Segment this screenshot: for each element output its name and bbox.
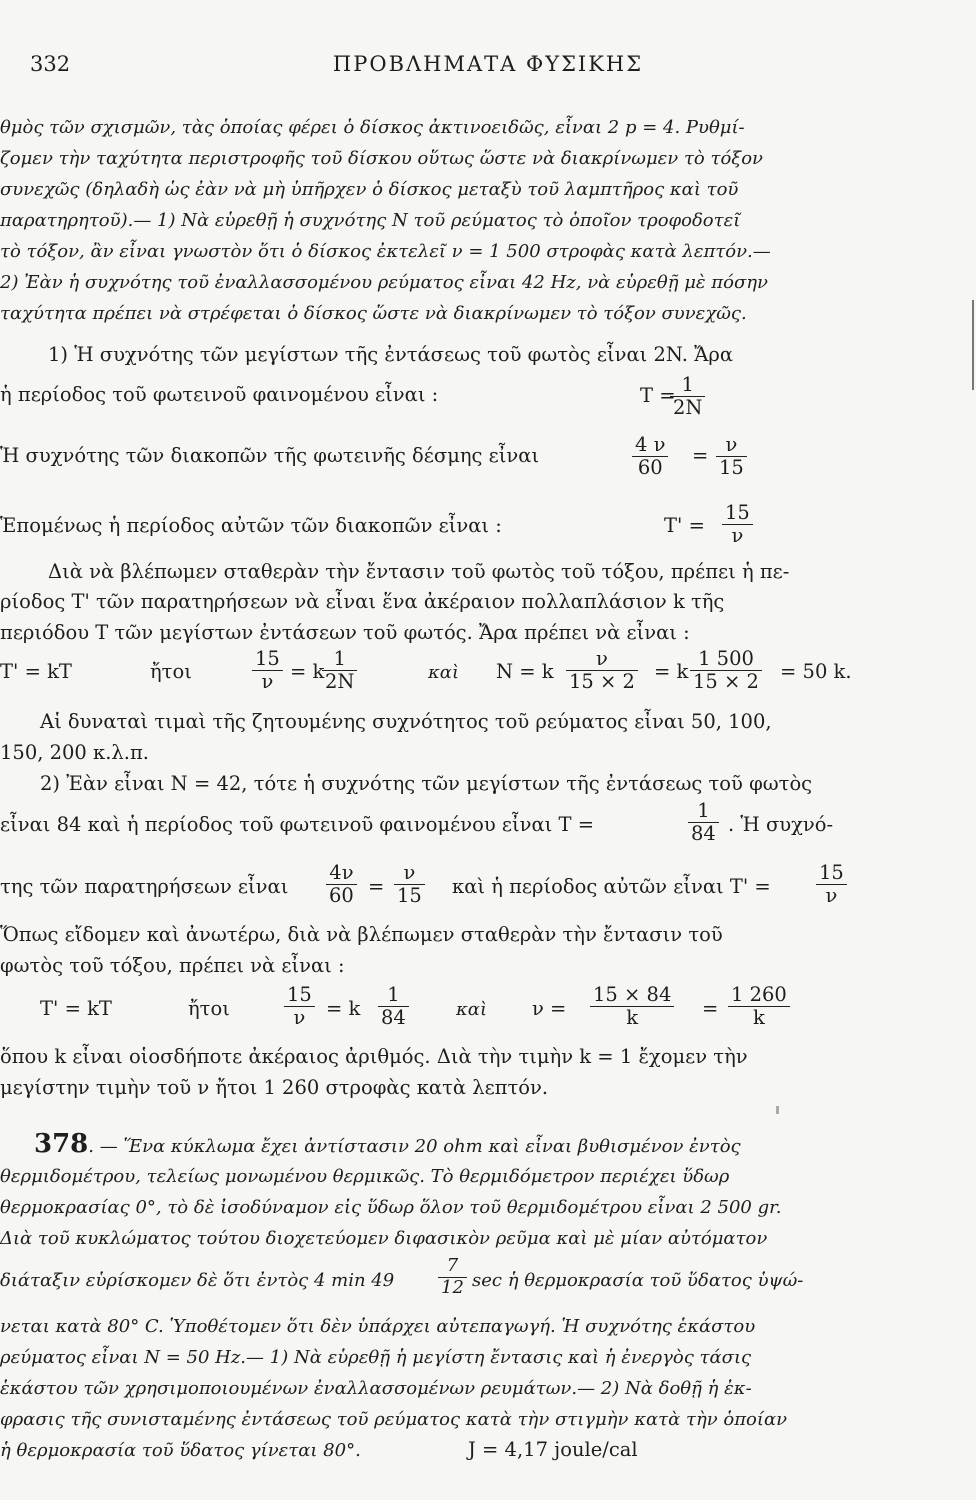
denominator: 84: [381, 1006, 406, 1030]
numerator: ν: [716, 434, 747, 457]
numerator: 1 260: [728, 984, 790, 1007]
numerator: ν: [566, 648, 638, 671]
page-number: 332: [30, 52, 71, 76]
eq-part: N = k: [496, 660, 554, 683]
problem-line: ταχύτητα πρέπει νὰ στρέφεται ὁ δίσκος ὥστε νὰ διακρίνωμεν τὸ τόξον συνεχῶς.: [0, 303, 747, 324]
fraction: [722, 502, 753, 548]
fraction: [728, 984, 790, 1030]
problem-line: θμὸς τῶν σχισμῶν, τὰς ὁποίας φέρει ὁ δίσκος ἀκτινοειδῶς, εἶναι 2 p = 4. Ρυθμί-: [0, 117, 745, 138]
problem-378-line: διάταξιν εὑρίσκομεν δὲ ὅτι ἐντὸς 4 min 49: [0, 1270, 395, 1291]
problem-line: τὸ τόξον, ἂν εἶναι γνωστὸν ὅτι ὁ δίσκος ἐκτελεῖ ν = 1 500 στροφὰς κατὰ λεπτόν.—: [0, 241, 771, 262]
fraction: [322, 648, 357, 694]
solution-line: Ἡ συχνότης τῶν διακοπῶν τῆς φωτεινῆς δέσμης εἶναι: [0, 444, 540, 467]
fraction: [438, 1256, 467, 1298]
solution-line-end: . Ἡ συχνό-: [728, 813, 834, 836]
fraction: [284, 984, 315, 1030]
numerator: 1: [688, 800, 719, 823]
denominator: ν: [825, 884, 838, 908]
denominator: 84: [691, 822, 716, 846]
numerator: 15: [284, 984, 315, 1007]
numerator: 7: [438, 1256, 467, 1278]
denominator: k: [626, 1006, 639, 1030]
fraction: [688, 800, 719, 846]
problem-378-line: θερμιδομέτρου, τελείως μονωμένου θερμικῶς. Τὸ θερμιδόμετρον περιέχει ὕδωρ: [0, 1166, 730, 1187]
eq-part: = k: [326, 997, 361, 1020]
denominator: k: [753, 1006, 765, 1030]
numerator: 4 ν: [632, 434, 668, 457]
solution-line: Αἱ δυναταὶ τιμαὶ τῆς ζητουμένης συχνότητος τοῦ ρεύματος εἶναι 50, 100,: [40, 710, 772, 733]
eq-part: = k: [654, 660, 689, 683]
fraction: [326, 862, 357, 908]
numerator: 15: [722, 502, 753, 525]
solution-line: Διὰ νὰ βλέπωμεν σταθερὰν τὴν ἔντασιν τοῦ φωτὸς τοῦ τόξου, πρέπει ἡ πε-: [48, 560, 790, 583]
numerator: 4ν: [326, 862, 357, 885]
problem-line: ζομεν τὴν ταχύτητα περιστροφῆς τοῦ δίσκου οὕτως ὥστε νὰ διακρίνωμεν τὸ τόξον: [0, 148, 763, 169]
fraction: [816, 862, 847, 908]
fraction: [716, 434, 747, 480]
solution-line: Ἑπομένως ἡ περίοδος αὐτῶν τῶν διακοπῶν εἶναι :: [0, 514, 502, 537]
eq-word: ἤτοι: [188, 997, 230, 1020]
eq-word: καὶ: [428, 662, 460, 683]
page-header: [0, 52, 976, 88]
solution-line: περιόδου T τῶν μεγίστων ἐντάσεων τοῦ φωτός. Ἄρα πρέπει νὰ εἶναι :: [0, 621, 690, 644]
fraction: [590, 984, 674, 1030]
fraction: [252, 648, 283, 694]
solution-line: μεγίστην τιμὴν τοῦ ν ἤτοι 1 260 στροφὰς κατὰ λεπτόν.: [0, 1076, 549, 1099]
problem-378-line: [34, 1128, 741, 1161]
joule-constant: J = 4,17 joule/cal: [468, 1438, 638, 1461]
denominator: ν: [731, 524, 744, 548]
equals: =: [368, 875, 385, 898]
fraction: [690, 648, 762, 694]
eq-part: = 50 k.: [780, 660, 852, 683]
solution-line-mid: καὶ ἡ περίοδος αὐτῶν εἶναι T' =: [452, 875, 771, 898]
solution-line: Ὅπως εἴδομεν καὶ ἀνωτέρω, διὰ νὰ βλέπωμεν σταθερὰν τὴν ἔντασιν τοῦ: [0, 923, 723, 946]
numerator: 15: [816, 862, 847, 885]
problem-378-line: ἑκάστου τῶν χρησιμοποιουμένων ἐναλλασσομένων ρευμάτων.— 2) Νὰ δοθῇ ἡ ἐκ-: [0, 1378, 752, 1399]
solution-line: εἶναι 84 καὶ ἡ περίοδος τοῦ φωτεινοῦ φαινομένου εἶναι T =: [0, 813, 595, 836]
problem-378-text: . — Ἕνα κύκλωμα ἔχει ἀντίστασιν 20 ohm καὶ εἶναι βυθισμένον ἐντὸς: [88, 1136, 741, 1157]
numerator: ν: [394, 862, 425, 885]
eq-part: = k: [290, 660, 325, 683]
solution-line: της τῶν παρατηρήσεων εἶναι: [0, 875, 289, 898]
page-edge-shadow: [972, 300, 974, 390]
problem-378-line: ρεύματος εἶναι N = 50 Hz.— 1) Νὰ εὑρεθῇ ἡ μεγίστη ἔντασις καὶ ἡ ἐνεργὸς τάσις: [0, 1347, 752, 1368]
numerator: 15 × 84: [590, 984, 674, 1007]
fraction: [378, 984, 409, 1030]
solution-line: ὅπου k εἶναι οἱοσδήποτε ἀκέραιος ἀριθμός. Διὰ τὴν τιμὴν k = 1 ἔχομεν τὴν: [0, 1045, 748, 1068]
fraction: [632, 434, 668, 480]
eq-lhs: T =: [640, 384, 676, 407]
print-mark: [776, 1106, 779, 1114]
numerator: 1: [322, 648, 357, 671]
problem-line: 2) Ἐὰν ἡ συχνότης τοῦ ἐναλλασσομένου ρεύματος εἶναι 42 Hz, νὰ εὑρεθῇ μὲ πόσην: [0, 272, 768, 293]
eq-part: T' = kT: [40, 997, 112, 1020]
denominator: 15 × 2: [569, 670, 635, 694]
numerator: 1 500: [690, 648, 762, 671]
solution-line: φωτὸς τοῦ τόξου, πρέπει νὰ εἶναι :: [0, 954, 345, 977]
denominator: 15: [397, 884, 422, 908]
problem-378-line: φρασις τῆς συνισταμένης ἐντάσεως τοῦ ρεύματος κατὰ τὴν στιγμὴν κατὰ τὴν ὁποίαν: [0, 1409, 788, 1430]
problem-378-line: νεται κατὰ 80° C. Ὑποθέτομεν ὅτι δὲν ὑπάρχει αὐτεπαγωγή. Ἡ συχνότης ἑκάστου: [0, 1316, 756, 1337]
denominator: 2N: [325, 670, 355, 694]
solution-line: ἡ περίοδος τοῦ φωτεινοῦ φαινομένου εἶναι :: [0, 383, 439, 406]
eq-part: ν =: [532, 997, 567, 1020]
running-title: ΠΡΟΒΛΗΜΑΤΑ ΦΥΣΙΚΗΣ: [332, 52, 644, 76]
solution-line: 1) Ἡ συχνότης τῶν μεγίστων τῆς ἐντάσεως τοῦ φωτὸς εἶναι 2N. Ἄρα: [48, 343, 734, 366]
denominator: 15 × 2: [693, 670, 759, 694]
fraction: [394, 862, 425, 908]
eq-lhs: T' =: [664, 514, 705, 537]
eq-part: T' = kT: [0, 660, 72, 683]
numerator: 1: [378, 984, 409, 1007]
denominator: 60: [329, 884, 354, 908]
eq-word: ἤτοι: [150, 660, 192, 683]
fraction: [566, 648, 638, 694]
equals: =: [692, 444, 709, 467]
problem-378-line: ἡ θερμοκρασία τοῦ ὕδατος γίνεται 80°.: [0, 1440, 361, 1461]
problem-number: 378: [34, 1129, 89, 1159]
equals: =: [702, 997, 719, 1020]
problem-line: παρατηρητοῦ).— 1) Νὰ εὑρεθῇ ἡ συχνότης N τοῦ ρεύματος τὸ ὁποῖον τροφοδοτεῖ: [0, 210, 741, 231]
denominator: 15: [719, 456, 744, 480]
solution-line: 150, 200 κ.λ.π.: [0, 741, 149, 764]
denominator: 60: [637, 456, 663, 480]
problem-line: συνεχῶς (δηλαδὴ ὡς ἐὰν νὰ μὴ ὑπῆρχεν ὁ δίσκος μεταξὺ τοῦ λαμπτῆρος καὶ τοῦ: [0, 179, 739, 200]
numerator: 1: [670, 374, 705, 397]
denominator: 12: [441, 1276, 464, 1298]
problem-378-line: θερμοκρασίας 0°, τὸ δὲ ἰσοδύναμον εἰς ὕδωρ ὅλον τοῦ θερμιδομέτρου εἶναι 2 500 gr.: [0, 1197, 782, 1218]
problem-378-line-end: sec ἡ θερμοκρασία τοῦ ὕδατος ὑψώ-: [472, 1270, 804, 1291]
solution-line: ρίοδος T' τῶν παρατηρήσεων νὰ εἶναι ἕνα ἀκέραιον πολλαπλάσιον k τῆς: [0, 590, 725, 613]
fraction: [670, 374, 705, 420]
problem-378-line: Διὰ τοῦ κυκλώματος τούτου διοχετεύομεν διφασικὸν ρεῦμα καὶ μὲ μίαν αὐτόματον: [0, 1228, 768, 1249]
denominator: 2N: [673, 396, 703, 420]
denominator: ν: [261, 670, 274, 694]
solution-line: 2) Ἐὰν εἶναι N = 42, τότε ἡ συχνότης τῶν μεγίστων τῆς ἐντάσεως τοῦ φωτὸς: [40, 772, 813, 795]
denominator: ν: [293, 1006, 306, 1030]
numerator: 15: [252, 648, 283, 671]
eq-word: καὶ: [456, 999, 488, 1020]
